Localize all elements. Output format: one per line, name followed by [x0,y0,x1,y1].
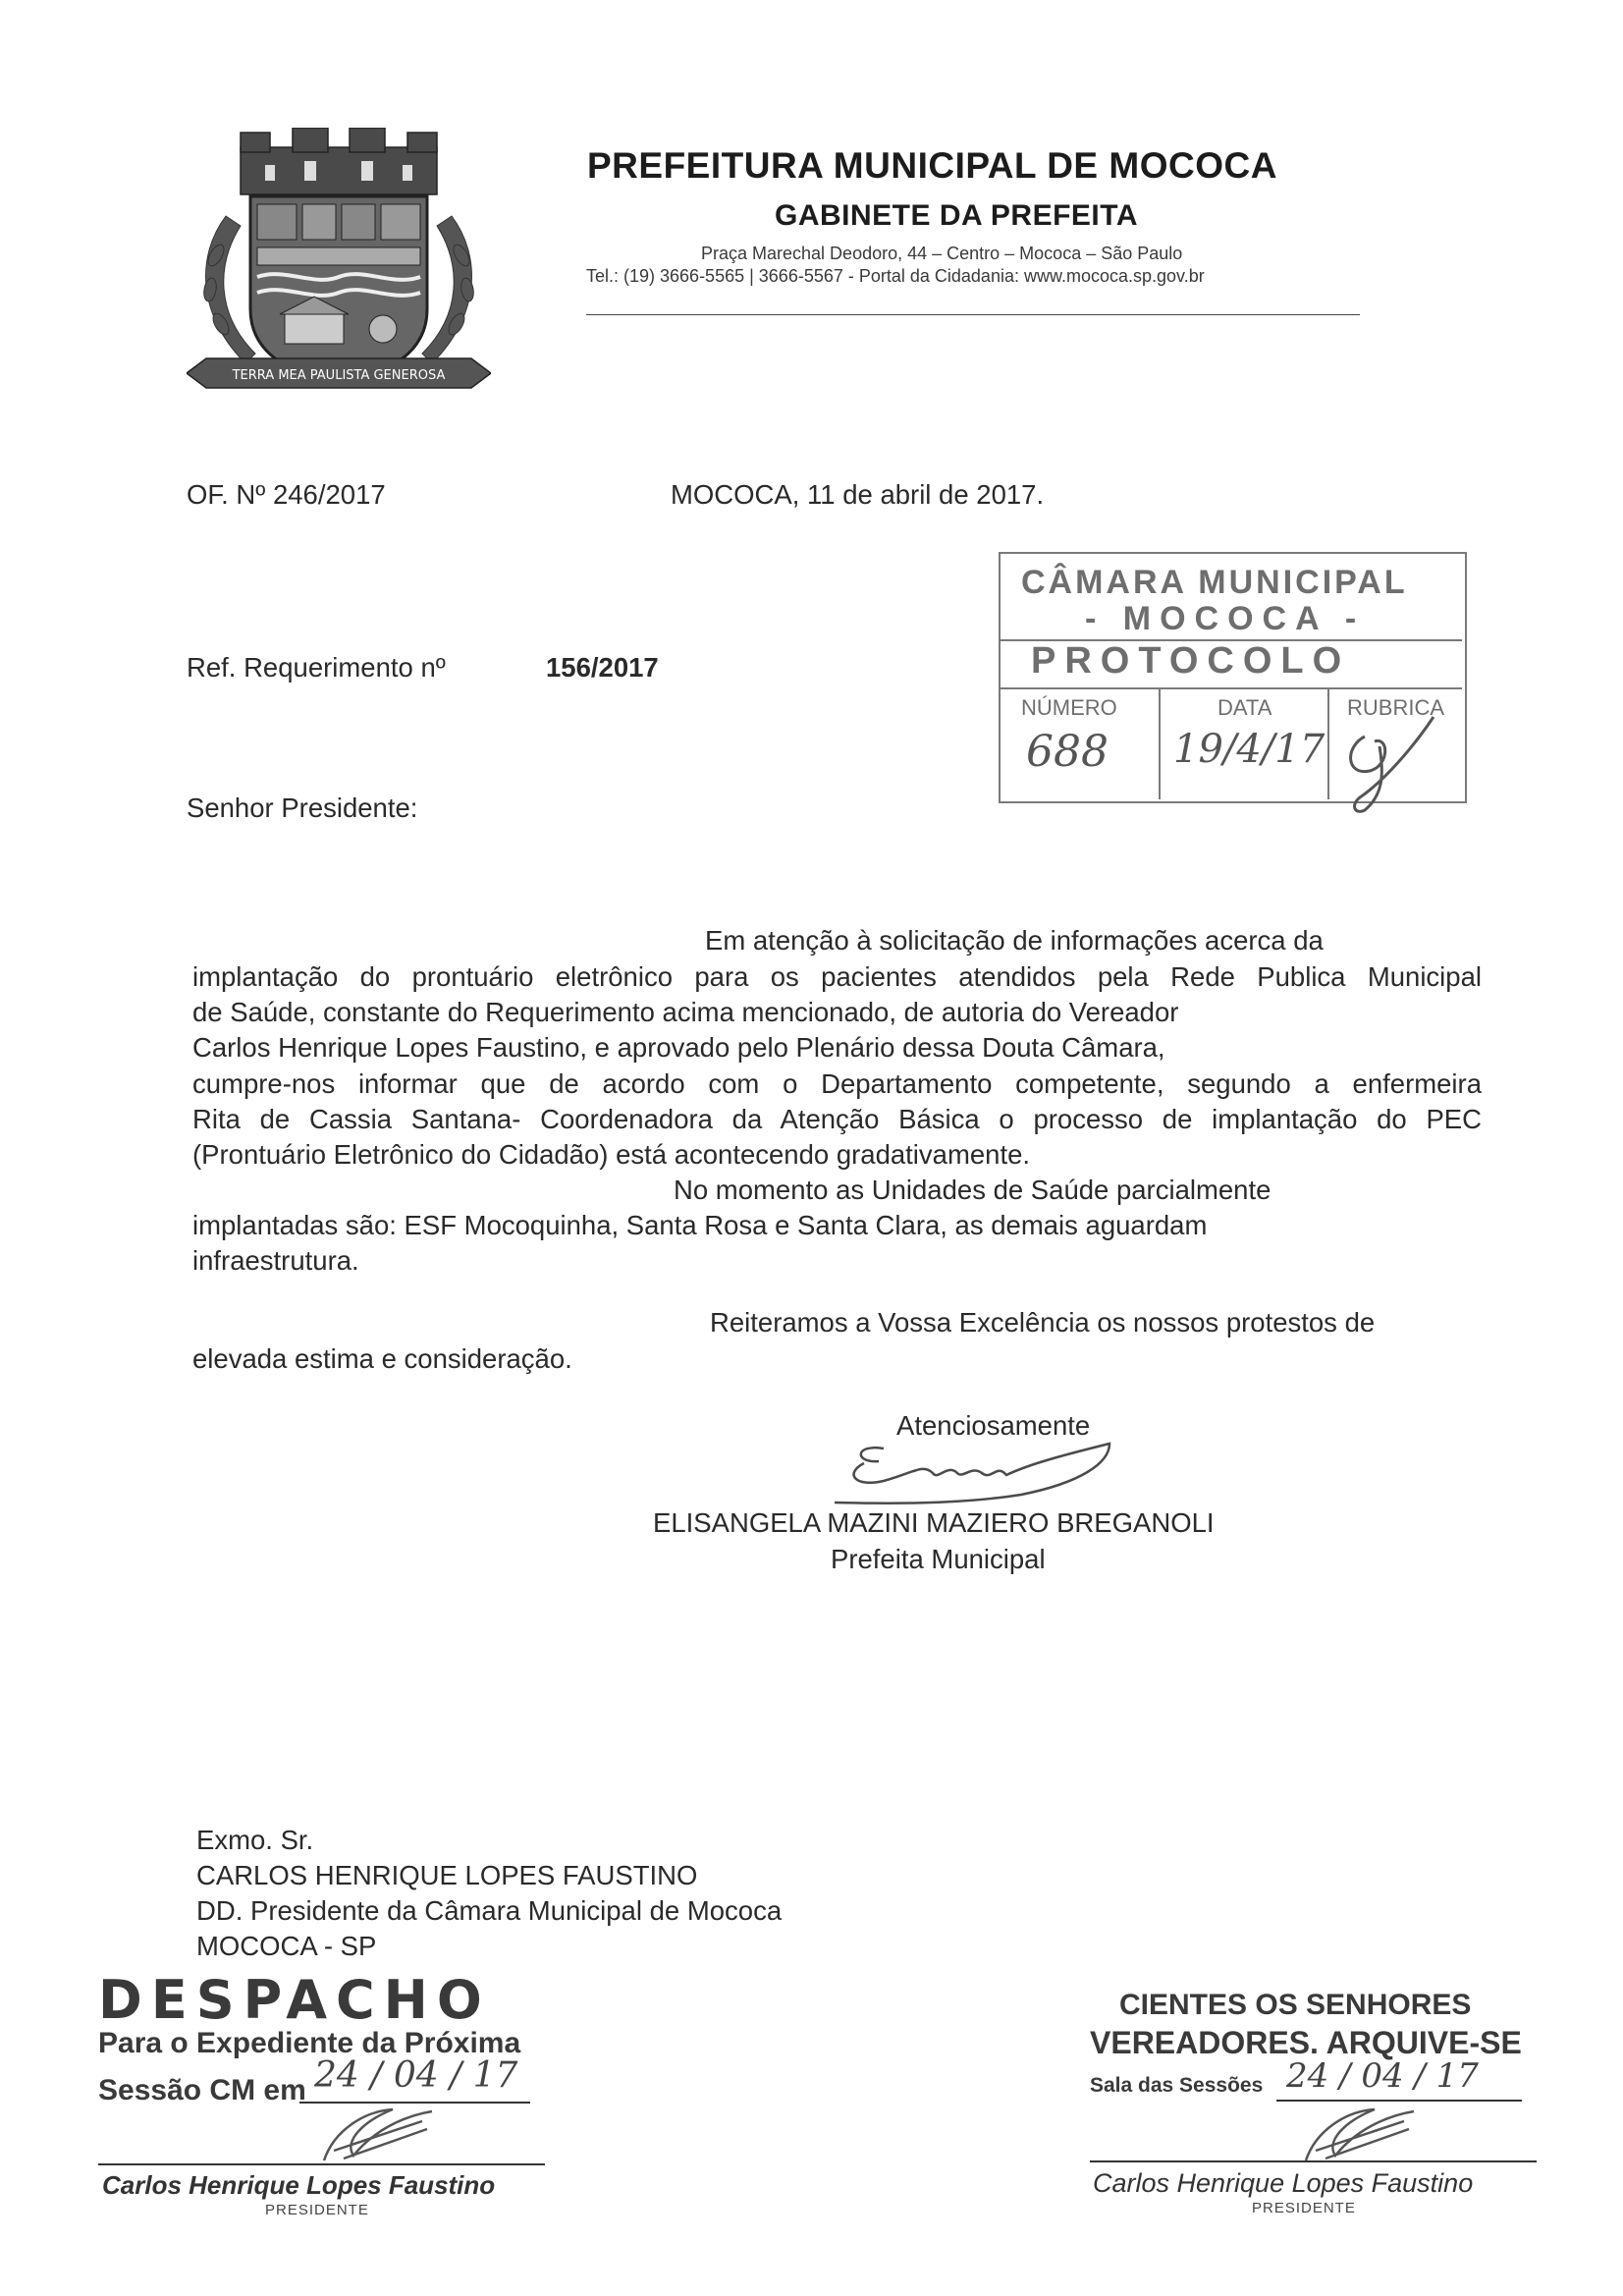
despacho-stamp-title: DESPACHO [98,1969,491,2031]
signoff: Atenciosamente [896,1410,1091,1441]
protocol-stamp-line1: CÂMARA MUNICIPAL [1021,564,1408,601]
reference-number: 156/2017 [546,652,659,683]
protocol-stamp-divider [1000,687,1462,689]
paragraph1-line: Em atenção à solicitação de informações acerca da [705,925,1324,956]
protocol-col-numero: NÚMERO [1021,695,1117,720]
crest-motto: TERRA MEA PAULISTA GENEROSA [232,368,446,383]
paragraph2-line: implantadas são: ESF Mocoquinha, Santa Rosa e Santa Clara, as demais aguardam [192,1210,1208,1240]
despacho-role: PRESIDENTE [265,2202,369,2218]
place-date: MOCOCA, 11 de abril de 2017. [671,479,1045,510]
ciente-stamp-line1: CIENTES OS SENHORES [1119,1989,1472,2021]
closing-line2: elevada estima e consideração. [192,1343,572,1374]
protocol-stamp-divider [1327,687,1329,799]
ciente-signer: Carlos Henrique Lopes Faustino [1093,2168,1474,2198]
letterhead-title: PREFEITURA MUNICIPAL DE MOCOCA [587,145,1277,186]
despacho-date-handwritten: 24 / 04 / 17 [314,2055,518,2096]
despacho-stamp-line2: Sessão CM em [98,2074,306,2106]
paragraph1-line: Carlos Henrique Lopes Faustino, e aprovado pelo Plenário dessa Douta Câmara, [192,1032,1165,1063]
recipient-line: Exmo. Sr. [196,1825,314,1855]
salutation: Senhor Presidente: [187,793,418,823]
letterhead-divider [586,314,1360,315]
despacho-signer: Carlos Henrique Lopes Faustino [102,2170,496,2200]
protocol-stamp-line3: PROTOCOLO [1031,640,1351,682]
ciente-date-handwritten: 24 / 04 / 17 [1286,2056,1479,2096]
municipal-coat-of-arms [187,128,491,422]
signer-name: ELISANGELA MAZINI MAZIERO BREGANOLI [653,1507,1215,1538]
paragraph1-line: implantação do prontuário eletrônico para os pacientes atendidos pela Rede Publica Municipal [192,961,1482,992]
recipient-line: MOCOCA - SP [196,1931,377,1961]
despacho-stamp-line1: Para o Expediente da Próxima [98,2027,521,2059]
despacho-signature [304,2102,442,2170]
ciente-signature-line [1090,2160,1537,2162]
reference-label: Ref. Requerimento nº [187,652,446,683]
protocol-date-handwritten: 19/4/17 [1173,727,1325,772]
closing-line1: Reiteramos a Vossa Excelência os nossos protestos de [710,1307,1376,1338]
paragraph1-line: de Saúde, constante do Requerimento acima mencionado, de autoria do Vereador [192,997,1179,1027]
ciente-role: PRESIDENTE [1252,2200,1356,2216]
letterhead-subtitle: GABINETE DA PREFEITA [775,199,1139,232]
ciente-stamp-line3: Sala das Sessões [1090,2074,1264,2097]
office-number: OF. Nº 246/2017 [187,479,386,510]
paragraph1-line: cumpre-nos informar que de acordo com o Departamento competente, segundo a enfermeira [192,1068,1482,1099]
recipient-line: DD. Presidente da Câmara Municipal de Mococa [196,1895,783,1926]
recipient-line: CARLOS HENRIQUE LOPES FAUSTINO [196,1860,698,1890]
signer-title: Prefeita Municipal [831,1544,1046,1574]
protocol-rubrica-signature [1335,707,1443,815]
protocol-number-handwritten: 688 [1026,727,1109,777]
protocol-stamp-divider [1159,687,1161,799]
protocol-stamp-line2: - MOCOCA - [1085,600,1366,637]
letterhead-contact: Tel.: (19) 3666-5565 | 3666-5567 - Portal da Cidadania: www.mococa.sp.gov.br [586,266,1205,286]
protocol-col-data: DATA [1217,695,1272,720]
mayor-signature [825,1434,1149,1512]
ciente-stamp-line2: VEREADORES. ARQUIVE-SE [1090,2025,1522,2060]
letterhead-address: Praça Marechal Deodoro, 44 – Centro – Mococa – São Paulo [701,244,1183,263]
paragraph2-line: No momento as Unidades de Saúde parcialmente [674,1175,1271,1205]
paragraph1-line: (Prontuário Eletrônico do Cidadão) está acontecendo gradativamente. [192,1139,1031,1170]
paragraph2-line: infraestrutura. [192,1245,359,1276]
paragraph1-line: Rita de Cassia Santana- Coordenadora da Atenção Básica o processo de implantação do PEC [192,1104,1482,1134]
protocol-col-rubrica: RUBRICA [1347,695,1445,720]
despacho-signature-line [98,2163,545,2165]
